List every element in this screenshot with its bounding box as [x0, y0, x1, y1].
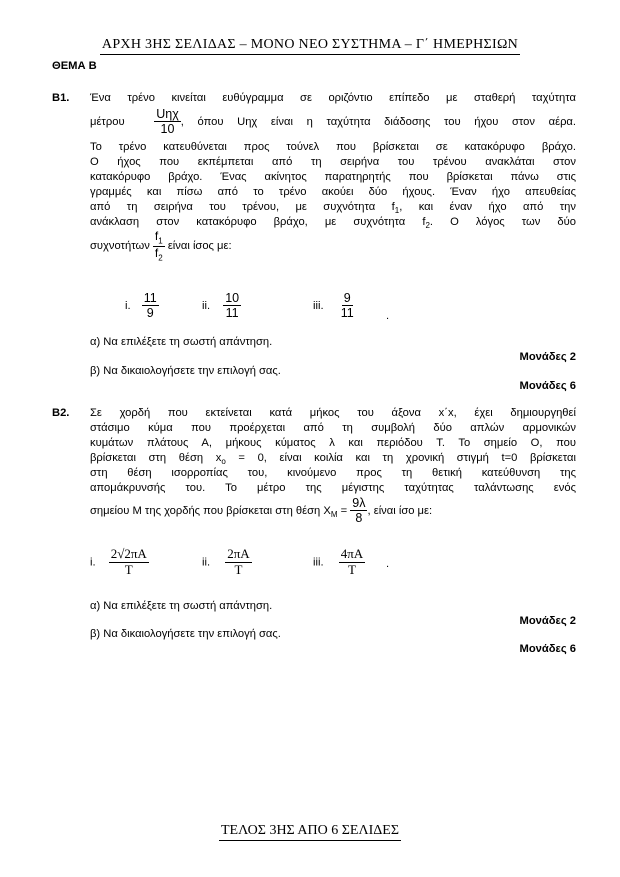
- b2-option-iii: iii. $\frac{4\pi A}{T}$: [313, 546, 364, 577]
- section-title: ΘΕΜΑ Β: [52, 60, 97, 72]
- b2-option-ii: ii. $\frac{2\pi A}{T}$: [202, 546, 250, 577]
- question-b1-label: Β1.: [52, 92, 70, 104]
- b2-option-i: i. $\frac{2√2\pi A}{T}$: [90, 546, 147, 577]
- b2-line-7: σημείου Μ της χορδής που βρίσκεται στη θέση $X_M$ = $\frac{9\lambda}{8}$ , είναι ίσο με:: [90, 496, 433, 526]
- b1-option-ii: ii. $\frac{10}{11}$: [202, 291, 240, 321]
- b2-line-6: απομάκρυνσής του. Το μέτρο της μέγιστης ταχύτητας ταλάντωσης ενός: [90, 482, 576, 494]
- b2-line-1: Σε χορδή που εκτείνεται κατά μήκος του άξονα x΄x, έχει δημιουργηθεί: [90, 407, 576, 419]
- b1-options-period: .: [386, 310, 390, 322]
- b1-line-5: κατακόρυφο βράχο. Ένας ακίνητος παρατηρητής που βρίσκεται πάνω στις: [90, 171, 576, 183]
- b1-marks-b: Μονάδες 6: [519, 380, 576, 392]
- b1-option-i: i. $\frac{11}{9}$: [125, 291, 157, 321]
- b1-line-2: μέτρου $\frac{\text{Uηχ}}{10}$ , όπου Uηχ είναι η ταχύτητα διάδοσης του ήχου στον αέρα.: [90, 107, 577, 137]
- page-footer-text: ΤΕΛΟΣ 3ΗΣ ΑΠΟ 6 ΣΕΛΙΔΕΣ: [219, 823, 401, 841]
- b1-line-3: Το τρένο κατευθύνεται προς τούνελ που βρίσκεται σε κατακόρυφο βράχο.: [90, 141, 576, 153]
- page-footer: [0, 823, 620, 841]
- b1-question-a: α) Να επιλέξετε τη σωστή απάντηση.: [90, 336, 273, 348]
- b2-question-b: β) Να δικαιολογήσετε την επιλογή σας.: [90, 628, 281, 640]
- position-fraction: $\frac{9\lambda}{8}$: [352, 496, 366, 526]
- page-header-text: ΑΡΧΗ 3ΗΣ ΣΕΛΙΔΑΣ – ΜΟΝΟ ΝΕΟ ΣΥΣΤΗΜΑ – Γ΄ ΗΜΕΡΗΣΙΩΝ: [100, 37, 520, 55]
- page-header: [0, 37, 620, 55]
- b1-line-9: συχνοτήτων $\frac{f_1}{f_2}$ είναι ίσος με:: [90, 229, 232, 262]
- b1-line-7: από τη σειρήνα του τρένου, με συχνότητα $f_1$, και έναν ήχο από την: [90, 201, 576, 216]
- b2-line-4: βρίσκεται στη θέση $x_o = 0$, είναι κοιλία και τη χρονική στιγμή t=0 βρίσκεται: [90, 452, 576, 467]
- b2-line-3: κυμάτων πλάτους Α, μήκους κύματος λ και περιόδου Τ. Το σημείο Ο, που: [90, 437, 576, 449]
- question-b2-label: Β2.: [52, 407, 70, 419]
- b2-line-5: στη θέση ισορροπίας του, κινούμενο προς τη θετική κατεύθυνση της: [90, 467, 576, 479]
- speed-fraction: $\frac{\text{Uηχ}}{10}$: [156, 107, 179, 137]
- b2-options-period: .: [386, 558, 390, 570]
- b1-option-iii: iii. $\frac{9}{11}$: [313, 291, 354, 321]
- b1-line-4: Ο ήχος που εκπέμπεται από τη σειρήνα του τρένου ανακλάται στον: [90, 156, 576, 168]
- b1-line-1: Ένα τρένο κινείται ευθύγραμμα σε οριζόντιο επίπεδο με σταθερή ταχύτητα: [90, 92, 576, 104]
- frequency-ratio-fraction: $\frac{f_1}{f_2}$: [154, 229, 163, 262]
- b1-line-8: ανάκλαση στον κατακόρυφο βράχο, με συχνότητα $f_2$. Ο λόγος των δύο: [90, 216, 576, 231]
- b2-marks-b: Μονάδες 6: [519, 643, 576, 655]
- b1-question-b: β) Να δικαιολογήσετε την επιλογή σας.: [90, 365, 281, 377]
- b2-question-a: α) Να επιλέξετε τη σωστή απάντηση.: [90, 600, 273, 612]
- b1-marks-a: Μονάδες 2: [519, 351, 576, 363]
- b2-marks-a: Μονάδες 2: [519, 615, 576, 627]
- b1-line-6: γραμμές και πίσω από το τρένο ακούει δύο ήχους. Έναν ήχο απευθείας: [90, 186, 576, 198]
- b2-line-2: στάσιμο κύμα που προέρχεται από τη συμβολή δύο απλών αρμονικών: [90, 422, 576, 434]
